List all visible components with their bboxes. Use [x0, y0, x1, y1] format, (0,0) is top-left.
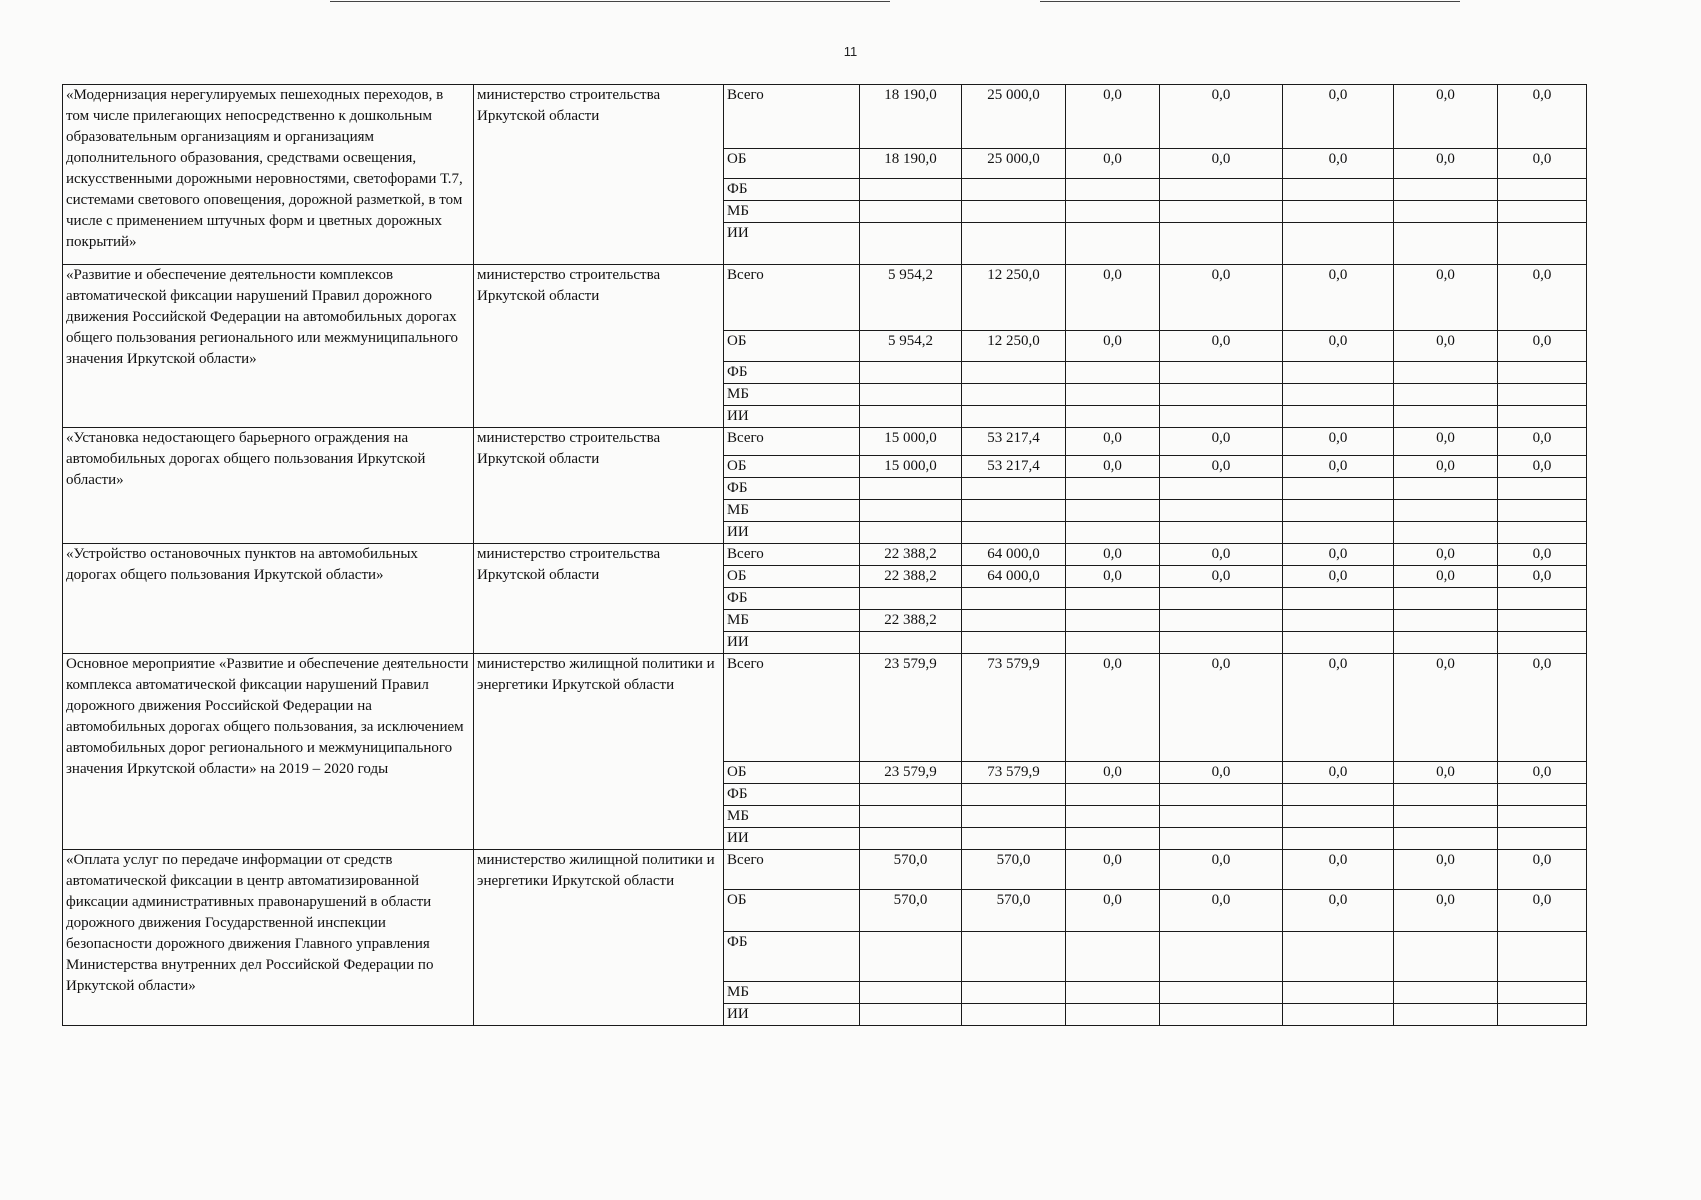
amount-cell: 0,0	[1160, 566, 1283, 588]
amount-cell: 0,0	[1394, 566, 1498, 588]
amount-cell: 0,0	[1394, 654, 1498, 762]
amount-cell: 73 579,9	[962, 654, 1066, 762]
amount-cell	[860, 632, 962, 654]
amount-cell	[1498, 932, 1587, 982]
amount-cell: 0,0	[1283, 331, 1394, 362]
table-row	[63, 544, 1587, 566]
amount-cell: 23 579,9	[860, 762, 962, 784]
amount-cell: 18 190,0	[860, 85, 962, 149]
amount-cell	[1498, 610, 1587, 632]
amount-cell	[860, 500, 962, 522]
amount-cell: 0,0	[1394, 85, 1498, 149]
amount-cell	[1283, 1004, 1394, 1026]
executor-name: министерство жилищной политики и энергетики Иркутской области	[474, 850, 724, 1026]
amount-cell	[1394, 588, 1498, 610]
amount-cell: 0,0	[1283, 566, 1394, 588]
amount-cell: 53 217,4	[962, 428, 1066, 456]
amount-cell: 0,0	[1498, 890, 1587, 932]
amount-cell	[1160, 179, 1283, 201]
amount-cell	[1283, 610, 1394, 632]
amount-cell	[1498, 806, 1587, 828]
amount-cell: 0,0	[1283, 654, 1394, 762]
amount-cell: 570,0	[962, 890, 1066, 932]
amount-cell	[1498, 179, 1587, 201]
amount-cell	[860, 1004, 962, 1026]
amount-cell	[962, 384, 1066, 406]
amount-cell: 15 000,0	[860, 456, 962, 478]
funding-source: ФБ	[724, 932, 860, 982]
amount-cell	[962, 632, 1066, 654]
amount-cell	[1283, 478, 1394, 500]
amount-cell	[962, 588, 1066, 610]
amount-cell: 0,0	[1498, 762, 1587, 784]
amount-cell	[1283, 384, 1394, 406]
amount-cell: 0,0	[1160, 149, 1283, 179]
amount-cell	[1066, 201, 1160, 223]
amount-cell: 0,0	[1283, 890, 1394, 932]
amount-cell	[1160, 406, 1283, 428]
funding-source: ОБ	[724, 456, 860, 478]
executor-name: министерство жилищной политики и энергетики Иркутской области	[474, 654, 724, 850]
amount-cell: 0,0	[1160, 331, 1283, 362]
amount-cell	[1498, 223, 1587, 265]
funding-source: ОБ	[724, 566, 860, 588]
table-row	[63, 85, 1587, 149]
page-number: 11	[843, 44, 858, 59]
funding-source: ИИ	[724, 223, 860, 265]
amount-cell	[1283, 588, 1394, 610]
funding-source: ИИ	[724, 828, 860, 850]
funding-source: Всего	[724, 265, 860, 331]
amount-cell: 0,0	[1066, 85, 1160, 149]
amount-cell: 0,0	[1066, 544, 1160, 566]
amount-cell	[962, 406, 1066, 428]
funding-source: ИИ	[724, 522, 860, 544]
amount-cell: 0,0	[1394, 850, 1498, 890]
amount-cell: 0,0	[1394, 456, 1498, 478]
amount-cell: 64 000,0	[962, 566, 1066, 588]
amount-cell: 0,0	[1066, 566, 1160, 588]
amount-cell	[962, 478, 1066, 500]
amount-cell	[962, 982, 1066, 1004]
amount-cell	[1498, 362, 1587, 384]
amount-cell	[1498, 201, 1587, 223]
amount-cell: 0,0	[1066, 428, 1160, 456]
amount-cell	[1283, 828, 1394, 850]
amount-cell: 0,0	[1160, 456, 1283, 478]
activity-name: «Установка недостающего барьерного ограждения на автомобильных дорогах общего пользования Иркутской области»	[63, 428, 474, 544]
amount-cell: 0,0	[1498, 331, 1587, 362]
amount-cell	[962, 784, 1066, 806]
amount-cell	[1394, 500, 1498, 522]
amount-cell: 0,0	[1066, 149, 1160, 179]
amount-cell	[1394, 478, 1498, 500]
amount-cell	[1066, 982, 1160, 1004]
amount-cell	[1283, 179, 1394, 201]
amount-cell	[1160, 478, 1283, 500]
amount-cell	[1283, 632, 1394, 654]
amount-cell	[1283, 784, 1394, 806]
amount-cell	[1498, 384, 1587, 406]
funding-source: ИИ	[724, 632, 860, 654]
amount-cell	[962, 522, 1066, 544]
amount-cell	[1160, 223, 1283, 265]
amount-cell: 0,0	[1283, 456, 1394, 478]
amount-cell: 0,0	[1066, 654, 1160, 762]
amount-cell	[860, 179, 962, 201]
amount-cell	[860, 478, 962, 500]
amount-cell: 25 000,0	[962, 149, 1066, 179]
amount-cell: 15 000,0	[860, 428, 962, 456]
amount-cell: 0,0	[1066, 265, 1160, 331]
amount-cell	[1066, 784, 1160, 806]
activity-name: «Устройство остановочных пунктов на автомобильных дорогах общего пользования Иркутской области»	[63, 544, 474, 654]
amount-cell	[962, 932, 1066, 982]
amount-cell	[1160, 932, 1283, 982]
amount-cell: 22 388,2	[860, 610, 962, 632]
amount-cell	[1066, 384, 1160, 406]
amount-cell	[1498, 828, 1587, 850]
amount-cell	[1498, 632, 1587, 654]
amount-cell	[1283, 223, 1394, 265]
amount-cell: 0,0	[1160, 85, 1283, 149]
amount-cell	[1160, 588, 1283, 610]
amount-cell	[1160, 828, 1283, 850]
amount-cell	[1394, 179, 1498, 201]
amount-cell: 18 190,0	[860, 149, 962, 179]
scan-edge-line	[1040, 1, 1460, 2]
amount-cell: 0,0	[1394, 428, 1498, 456]
amount-cell: 570,0	[962, 850, 1066, 890]
amount-cell: 0,0	[1394, 149, 1498, 179]
funding-source: ФБ	[724, 784, 860, 806]
amount-cell: 0,0	[1394, 331, 1498, 362]
amount-cell	[860, 828, 962, 850]
executor-name: министерство строительства Иркутской области	[474, 85, 724, 265]
funding-source: ОБ	[724, 149, 860, 179]
table-row	[63, 265, 1587, 331]
amount-cell: 0,0	[1394, 544, 1498, 566]
amount-cell	[1394, 982, 1498, 1004]
amount-cell: 0,0	[1394, 890, 1498, 932]
amount-cell: 5 954,2	[860, 331, 962, 362]
amount-cell	[1498, 1004, 1587, 1026]
amount-cell: 0,0	[1283, 85, 1394, 149]
funding-source: ИИ	[724, 1004, 860, 1026]
executor-name: министерство строительства Иркутской области	[474, 428, 724, 544]
amount-cell	[1160, 784, 1283, 806]
amount-cell	[962, 362, 1066, 384]
amount-cell: 0,0	[1160, 544, 1283, 566]
amount-cell	[1394, 632, 1498, 654]
table-row	[63, 850, 1587, 890]
amount-cell	[1498, 522, 1587, 544]
amount-cell	[962, 806, 1066, 828]
amount-cell: 0,0	[1160, 850, 1283, 890]
amount-cell: 0,0	[1498, 149, 1587, 179]
amount-cell	[1394, 223, 1498, 265]
table-body	[63, 85, 1587, 1026]
amount-cell: 0,0	[1066, 850, 1160, 890]
amount-cell	[1066, 828, 1160, 850]
table-row	[63, 654, 1587, 762]
amount-cell	[1394, 1004, 1498, 1026]
amount-cell: 25 000,0	[962, 85, 1066, 149]
amount-cell	[1160, 982, 1283, 1004]
amount-cell	[1066, 223, 1160, 265]
amount-cell: 0,0	[1394, 762, 1498, 784]
amount-cell	[1066, 478, 1160, 500]
amount-cell: 0,0	[1160, 890, 1283, 932]
executor-name: министерство строительства Иркутской области	[474, 544, 724, 654]
amount-cell	[1160, 522, 1283, 544]
amount-cell	[962, 1004, 1066, 1026]
amount-cell: 0,0	[1066, 762, 1160, 784]
amount-cell	[1160, 362, 1283, 384]
amount-cell: 0,0	[1498, 850, 1587, 890]
amount-cell: 0,0	[1160, 265, 1283, 331]
amount-cell: 570,0	[860, 850, 962, 890]
amount-cell	[962, 223, 1066, 265]
amount-cell	[860, 932, 962, 982]
amount-cell: 0,0	[1283, 428, 1394, 456]
amount-cell: 0,0	[1066, 456, 1160, 478]
amount-cell: 0,0	[1283, 149, 1394, 179]
amount-cell: 0,0	[1066, 331, 1160, 362]
funding-source: Всего	[724, 850, 860, 890]
funding-source: МБ	[724, 201, 860, 223]
amount-cell	[1394, 384, 1498, 406]
scan-edge-line	[330, 1, 890, 2]
funding-source: Всего	[724, 85, 860, 149]
amount-cell	[1066, 500, 1160, 522]
amount-cell	[1160, 610, 1283, 632]
amount-cell	[1394, 828, 1498, 850]
amount-cell	[962, 201, 1066, 223]
amount-cell	[1160, 1004, 1283, 1026]
amount-cell	[962, 828, 1066, 850]
activity-name: «Развитие и обеспечение деятельности комплексов автоматической фиксации нарушений Правил дорожного движения Российской Федерации на автомобильных дорогах общего пользования регионального или межмуниципального значения Иркутской области»	[63, 265, 474, 428]
amount-cell	[860, 522, 962, 544]
amount-cell	[1498, 784, 1587, 806]
amount-cell: 0,0	[1498, 85, 1587, 149]
amount-cell: 570,0	[860, 890, 962, 932]
amount-cell	[860, 384, 962, 406]
amount-cell	[1160, 806, 1283, 828]
amount-cell	[1066, 179, 1160, 201]
funding-source: ФБ	[724, 179, 860, 201]
amount-cell: 0,0	[1283, 544, 1394, 566]
amount-cell	[1498, 588, 1587, 610]
amount-cell: 64 000,0	[962, 544, 1066, 566]
amount-cell	[1066, 362, 1160, 384]
funding-source: ОБ	[724, 762, 860, 784]
amount-cell	[1160, 201, 1283, 223]
amount-cell	[1160, 384, 1283, 406]
funding-source: Всего	[724, 544, 860, 566]
amount-cell: 5 954,2	[860, 265, 962, 331]
amount-cell	[1283, 406, 1394, 428]
amount-cell	[1066, 932, 1160, 982]
amount-cell: 0,0	[1498, 566, 1587, 588]
executor-name: министерство строительства Иркутской области	[474, 265, 724, 428]
funding-source: Всего	[724, 428, 860, 456]
amount-cell	[1283, 982, 1394, 1004]
amount-cell	[1394, 610, 1498, 632]
amount-cell	[1498, 982, 1587, 1004]
amount-cell	[860, 362, 962, 384]
amount-cell	[1394, 362, 1498, 384]
amount-cell: 0,0	[1066, 890, 1160, 932]
amount-cell	[1283, 932, 1394, 982]
amount-cell	[962, 610, 1066, 632]
amount-cell: 53 217,4	[962, 456, 1066, 478]
funding-source: ОБ	[724, 331, 860, 362]
activity-name: «Модернизация нерегулируемых пешеходных переходов, в том числе прилегающих непосредственно к дошкольным образовательным организациям и организациям дополнительного образования, средствами освещения, искусственными дорожными неровностями, светофорами Т.7, системами светового оповещения, дорожной разметкой, в том числе с применением штучных форм и цветных дорожных покрытий»	[63, 85, 474, 265]
activity-name: Основное мероприятие «Развитие и обеспечение деятельности комплекса автоматической фиксации нарушений Правил дорожного движения Российской Федерации на автомобильных дорогах общего пользования, за исключением автомобильных дорог регионального и межмуниципального значения Иркутской области» на 2019 – 2020 годы	[63, 654, 474, 850]
funding-source: ФБ	[724, 362, 860, 384]
amount-cell: 0,0	[1160, 654, 1283, 762]
amount-cell	[1394, 806, 1498, 828]
funding-source: МБ	[724, 500, 860, 522]
table-row	[63, 428, 1587, 456]
amount-cell	[1498, 406, 1587, 428]
amount-cell: 12 250,0	[962, 265, 1066, 331]
amount-cell	[1066, 406, 1160, 428]
amount-cell: 23 579,9	[860, 654, 962, 762]
amount-cell	[1066, 522, 1160, 544]
activity-name: «Оплата услуг по передаче информации от средств автоматической фиксации в центр автоматизированной фиксации административных правонарушений в области дорожного движения Государственной инспекции безопасности дорожного движения Главного управления Министерства внутренних дел Российской Федерации по Иркутской области»	[63, 850, 474, 1026]
amount-cell: 22 388,2	[860, 566, 962, 588]
amount-cell: 0,0	[1498, 544, 1587, 566]
amount-cell: 22 388,2	[860, 544, 962, 566]
budget-table	[62, 84, 1587, 1026]
amount-cell	[1394, 522, 1498, 544]
amount-cell	[860, 406, 962, 428]
amount-cell	[1498, 500, 1587, 522]
amount-cell	[1498, 478, 1587, 500]
amount-cell: 0,0	[1283, 850, 1394, 890]
amount-cell	[1066, 610, 1160, 632]
funding-source: МБ	[724, 384, 860, 406]
funding-source: МБ	[724, 610, 860, 632]
funding-source: ИИ	[724, 406, 860, 428]
funding-source: МБ	[724, 982, 860, 1004]
amount-cell	[1283, 806, 1394, 828]
amount-cell	[962, 179, 1066, 201]
amount-cell	[1283, 201, 1394, 223]
amount-cell: 0,0	[1283, 762, 1394, 784]
funding-source: ФБ	[724, 478, 860, 500]
amount-cell	[1160, 632, 1283, 654]
funding-source: ОБ	[724, 890, 860, 932]
amount-cell: 0,0	[1498, 265, 1587, 331]
amount-cell: 0,0	[1160, 428, 1283, 456]
amount-cell	[860, 588, 962, 610]
amount-cell	[1066, 588, 1160, 610]
amount-cell: 0,0	[1283, 265, 1394, 331]
amount-cell	[860, 223, 962, 265]
amount-cell	[1066, 806, 1160, 828]
amount-cell: 12 250,0	[962, 331, 1066, 362]
funding-source: ФБ	[724, 588, 860, 610]
amount-cell	[962, 500, 1066, 522]
amount-cell	[1283, 522, 1394, 544]
amount-cell	[1394, 406, 1498, 428]
amount-cell: 0,0	[1160, 762, 1283, 784]
amount-cell	[1283, 362, 1394, 384]
amount-cell: 0,0	[1394, 265, 1498, 331]
amount-cell	[860, 784, 962, 806]
amount-cell: 0,0	[1498, 428, 1587, 456]
amount-cell	[860, 982, 962, 1004]
amount-cell: 0,0	[1498, 654, 1587, 762]
amount-cell	[860, 201, 962, 223]
amount-cell: 73 579,9	[962, 762, 1066, 784]
amount-cell	[1160, 500, 1283, 522]
amount-cell	[1394, 201, 1498, 223]
amount-cell: 0,0	[1498, 456, 1587, 478]
amount-cell	[1066, 632, 1160, 654]
amount-cell	[1394, 784, 1498, 806]
funding-source: МБ	[724, 806, 860, 828]
amount-cell	[1394, 932, 1498, 982]
amount-cell	[860, 806, 962, 828]
amount-cell	[1283, 500, 1394, 522]
funding-source: Всего	[724, 654, 860, 762]
amount-cell	[1066, 1004, 1160, 1026]
